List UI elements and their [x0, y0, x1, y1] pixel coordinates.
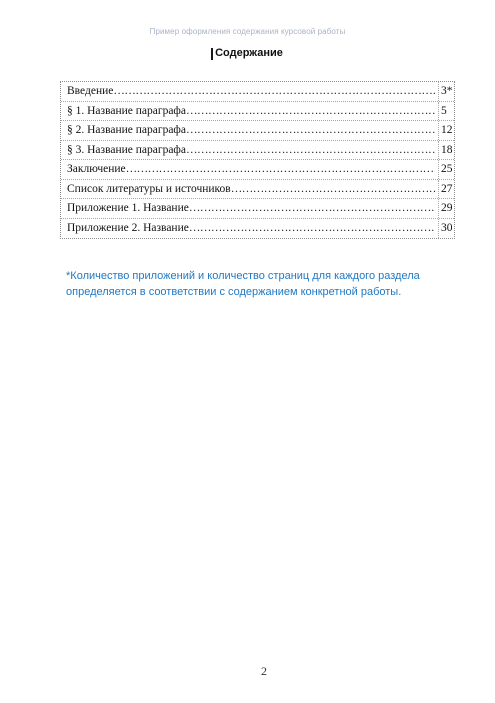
toc-row — [61, 219, 454, 239]
toc-entry-page: 25 — [438, 160, 453, 179]
page-title — [212, 47, 283, 59]
toc-entry-label: Введение …………………………………………………………………………………………………… — [67, 85, 435, 98]
toc-entry-label: Заключение …………………………………………………………………………………………………… — [67, 163, 435, 176]
page-header: Пример оформления содержания курсовой работы — [149, 27, 346, 36]
toc-row — [61, 82, 454, 102]
heading-container — [0, 43, 495, 61]
toc-entry-label: Приложение 2. Название …………………………………………………………………………………………………… — [67, 222, 435, 235]
toc-entry-label: Список литературы и источников …………………………………………………………………………………………………… — [67, 183, 435, 196]
footnote-line: определяется в соответствии с содержанием конкретной работы. — [66, 286, 402, 298]
page-title-text: Содержание — [215, 47, 283, 59]
toc-entry-page: 27 — [438, 180, 453, 199]
toc-row — [61, 180, 454, 200]
footnote — [66, 268, 446, 300]
toc-entry-page: 18 — [438, 141, 453, 160]
toc-row — [61, 160, 454, 180]
toc-row — [61, 141, 454, 161]
toc-entry-page: 29 — [438, 199, 453, 218]
toc-entry-page: 12 — [438, 121, 453, 140]
toc-entry-page: 30 — [438, 219, 453, 239]
footnote-line: *Количество приложений и количество страниц для каждого раздела — [66, 270, 420, 282]
toc-row — [61, 102, 454, 122]
toc-entry-label: § 3. Название параграфа …………………………………………………………………………………………………… — [67, 144, 435, 157]
page-number: 2 — [261, 664, 267, 678]
toc-entry-label: § 2. Название параграфа …………………………………………………………………………………………………… — [67, 124, 435, 137]
toc-entry-label: Приложение 1. Название …………………………………………………………………………………………………… — [67, 202, 435, 215]
text-cursor — [211, 48, 213, 60]
toc-entry-page: 3* — [438, 82, 453, 101]
toc-row — [61, 121, 454, 141]
toc-entry-label: § 1. Название параграфа …………………………………………………………………………………………………… — [67, 105, 435, 118]
toc-entry-page: 5 — [438, 102, 447, 121]
toc-row — [61, 199, 454, 219]
table-of-contents — [60, 81, 455, 239]
